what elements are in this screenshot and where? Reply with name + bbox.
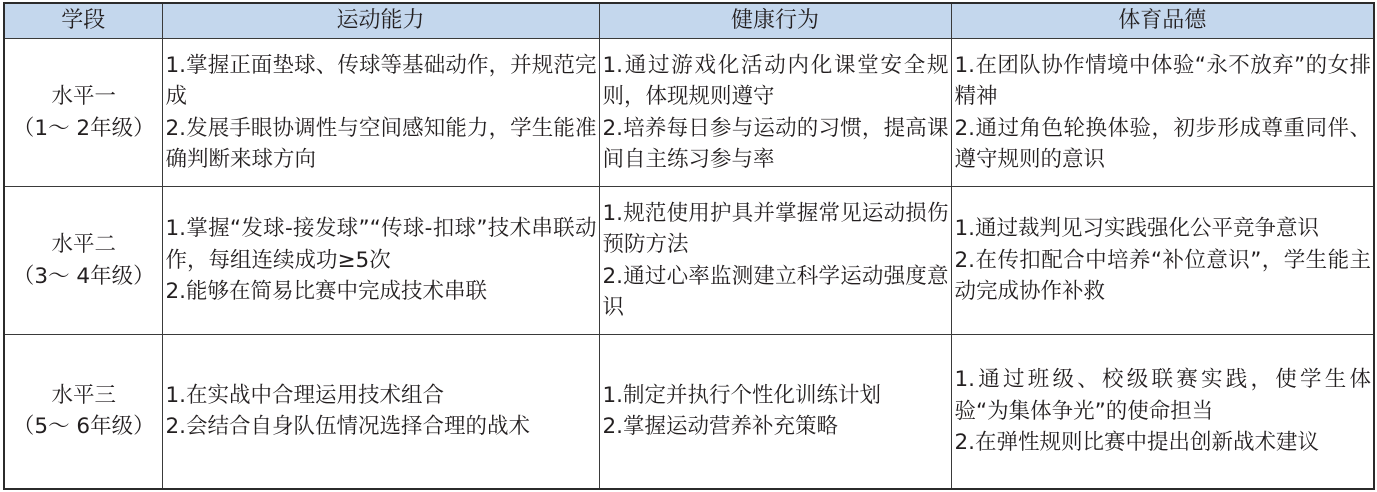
list-item: 1.在团队协作情境中体验“永不放弃”的女排精神 bbox=[954, 52, 1371, 109]
list-item: 2.掌握运动营养补充策略 bbox=[602, 414, 839, 440]
motor-cell bbox=[162, 39, 599, 187]
list-item: 1.在实战中合理运用技术组合 bbox=[165, 382, 445, 408]
stage-cell bbox=[4, 39, 162, 187]
health-cell bbox=[599, 187, 951, 335]
morality-cell bbox=[951, 39, 1374, 187]
list-item: 1.规范使用护具并掌握常见运动损伤预防方法 bbox=[602, 200, 949, 257]
morality-cell bbox=[951, 335, 1374, 489]
list-item: 1.通过班级、校级联赛实践，使学生体验“为集体争光”的使命担当 bbox=[954, 367, 1371, 424]
curriculum-table bbox=[3, 2, 1375, 490]
stage-grade: （5～ 6年级） bbox=[12, 414, 155, 440]
list-item: 1.掌握正面垫球、传球等基础动作，并规范完成 bbox=[165, 52, 597, 109]
motor-cell bbox=[162, 187, 599, 335]
morality-cell bbox=[951, 187, 1374, 335]
table-row bbox=[4, 39, 1374, 187]
list-item: 2.通过心率监测建立科学运动强度意识 bbox=[602, 263, 949, 320]
list-item: 2.在弹性规则比赛中提出创新战术建议 bbox=[954, 430, 1320, 455]
stage-level: 水平二 bbox=[51, 232, 116, 257]
stage-cell bbox=[4, 335, 162, 489]
list-item: 1.通过游戏化活动内化课堂安全规则，体现规则遵守 bbox=[602, 52, 949, 109]
header-stage: 学段 bbox=[4, 3, 162, 39]
list-item: 2.会结合自身队伍情况选择合理的战术 bbox=[165, 414, 531, 440]
list-item: 2.能够在简易比赛中完成技术串联 bbox=[165, 279, 488, 305]
header-sport-morality: 体育品德 bbox=[951, 3, 1374, 39]
list-item: 1.掌握“发球-接发球”“传球-扣球”技术串联动作，每组连续成功≥5次 bbox=[165, 216, 597, 273]
list-item: 2.通过角色轮换体验，初步形成尊重同伴、遵守规则的意识 bbox=[954, 115, 1371, 172]
table-row bbox=[4, 335, 1374, 489]
stage-grade: （3～ 4年级） bbox=[12, 263, 155, 289]
health-cell bbox=[599, 335, 951, 489]
list-item: 2.在传扣配合中培养“补位意识”，学生能主动完成协作补救 bbox=[954, 247, 1371, 305]
header-row bbox=[4, 3, 1374, 39]
list-item: 1.通过裁判见习实践强化公平竞争意识 bbox=[954, 216, 1320, 242]
motor-cell bbox=[162, 335, 599, 489]
list-item: 2.培养每日参与运动的习惯，提高课间自主练习参与率 bbox=[602, 115, 949, 172]
stage-level: 水平三 bbox=[51, 382, 116, 408]
list-item: 2.发展手眼协调性与空间感知能力，学生能准确判断来球方向 bbox=[165, 115, 597, 172]
list-item: 1.制定并执行个性化训练计划 bbox=[602, 382, 882, 408]
stage-level: 水平一 bbox=[51, 84, 116, 109]
header-motor-ability: 运动能力 bbox=[162, 3, 599, 39]
stage-cell bbox=[4, 187, 162, 335]
table-row bbox=[4, 187, 1374, 335]
header-health-behavior: 健康行为 bbox=[599, 3, 951, 39]
health-cell bbox=[599, 39, 951, 187]
stage-grade: （1～ 2年级） bbox=[12, 115, 155, 141]
